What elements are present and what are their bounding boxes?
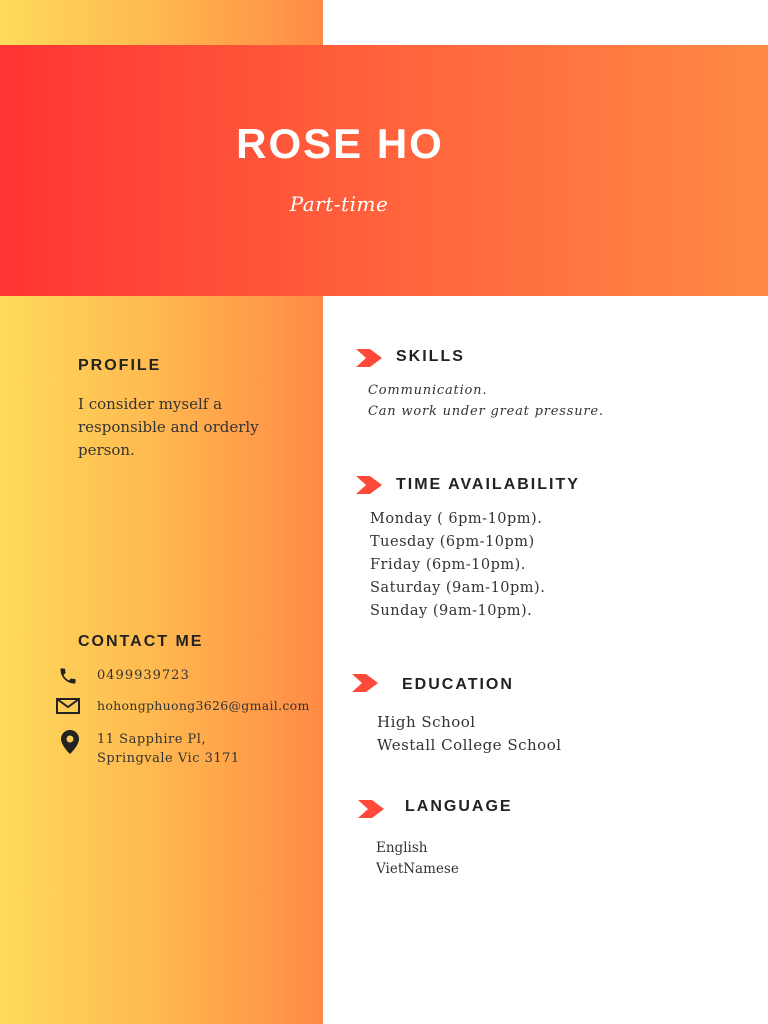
availability-heading: TIME AVAILABILITY: [396, 476, 580, 493]
location-pin-icon: [61, 730, 79, 754]
profile-line: person.: [78, 441, 135, 459]
chevron-icon: [358, 800, 384, 818]
language-item: English: [376, 840, 428, 856]
profile-line: I consider myself a: [78, 395, 223, 413]
skill-item: Can work under great pressure.: [368, 404, 604, 419]
header-band: [0, 45, 768, 296]
education-list: [377, 711, 562, 757]
skills-heading: SKILLS: [396, 348, 465, 365]
availability-list: [370, 508, 545, 623]
profile-heading: PROFILE: [78, 357, 162, 374]
chevron-icon: [356, 476, 382, 494]
availability-item: Monday ( 6pm-10pm).: [370, 511, 543, 527]
availability-item: Sunday (9am-10pm).: [370, 603, 533, 619]
language-item: VietNamese: [376, 861, 459, 877]
candidate-role: Part-time: [289, 192, 389, 216]
availability-item: Friday (6pm-10pm).: [370, 557, 526, 573]
language-heading: LANGUAGE: [405, 798, 513, 815]
education-item: High School: [377, 713, 476, 731]
contact-address: [97, 730, 240, 768]
education-heading: EDUCATION: [402, 676, 514, 693]
envelope-icon: [56, 698, 80, 714]
contact-email: hohongphuong3626@gmail.com: [97, 698, 310, 713]
skill-item: Communication.: [368, 383, 488, 398]
chevron-icon: [356, 349, 382, 367]
contact-heading: CONTACT ME: [78, 633, 204, 650]
candidate-name: ROSE HO: [236, 120, 444, 167]
profile-line: responsible and orderly: [78, 418, 259, 436]
profile-text: [78, 393, 259, 462]
availability-item: Saturday (9am-10pm).: [370, 580, 546, 596]
language-list: [376, 838, 459, 880]
skills-text: [368, 380, 604, 422]
phone-icon: [58, 666, 78, 686]
availability-item: Tuesday (6pm-10pm): [370, 534, 535, 550]
contact-phone: 0499939723: [97, 668, 190, 683]
education-item: Westall College School: [377, 736, 562, 754]
address-line: 11 Sapphire Pl,: [97, 732, 207, 747]
chevron-icon: [352, 674, 378, 692]
address-line: Springvale Vic 3171: [97, 751, 240, 766]
